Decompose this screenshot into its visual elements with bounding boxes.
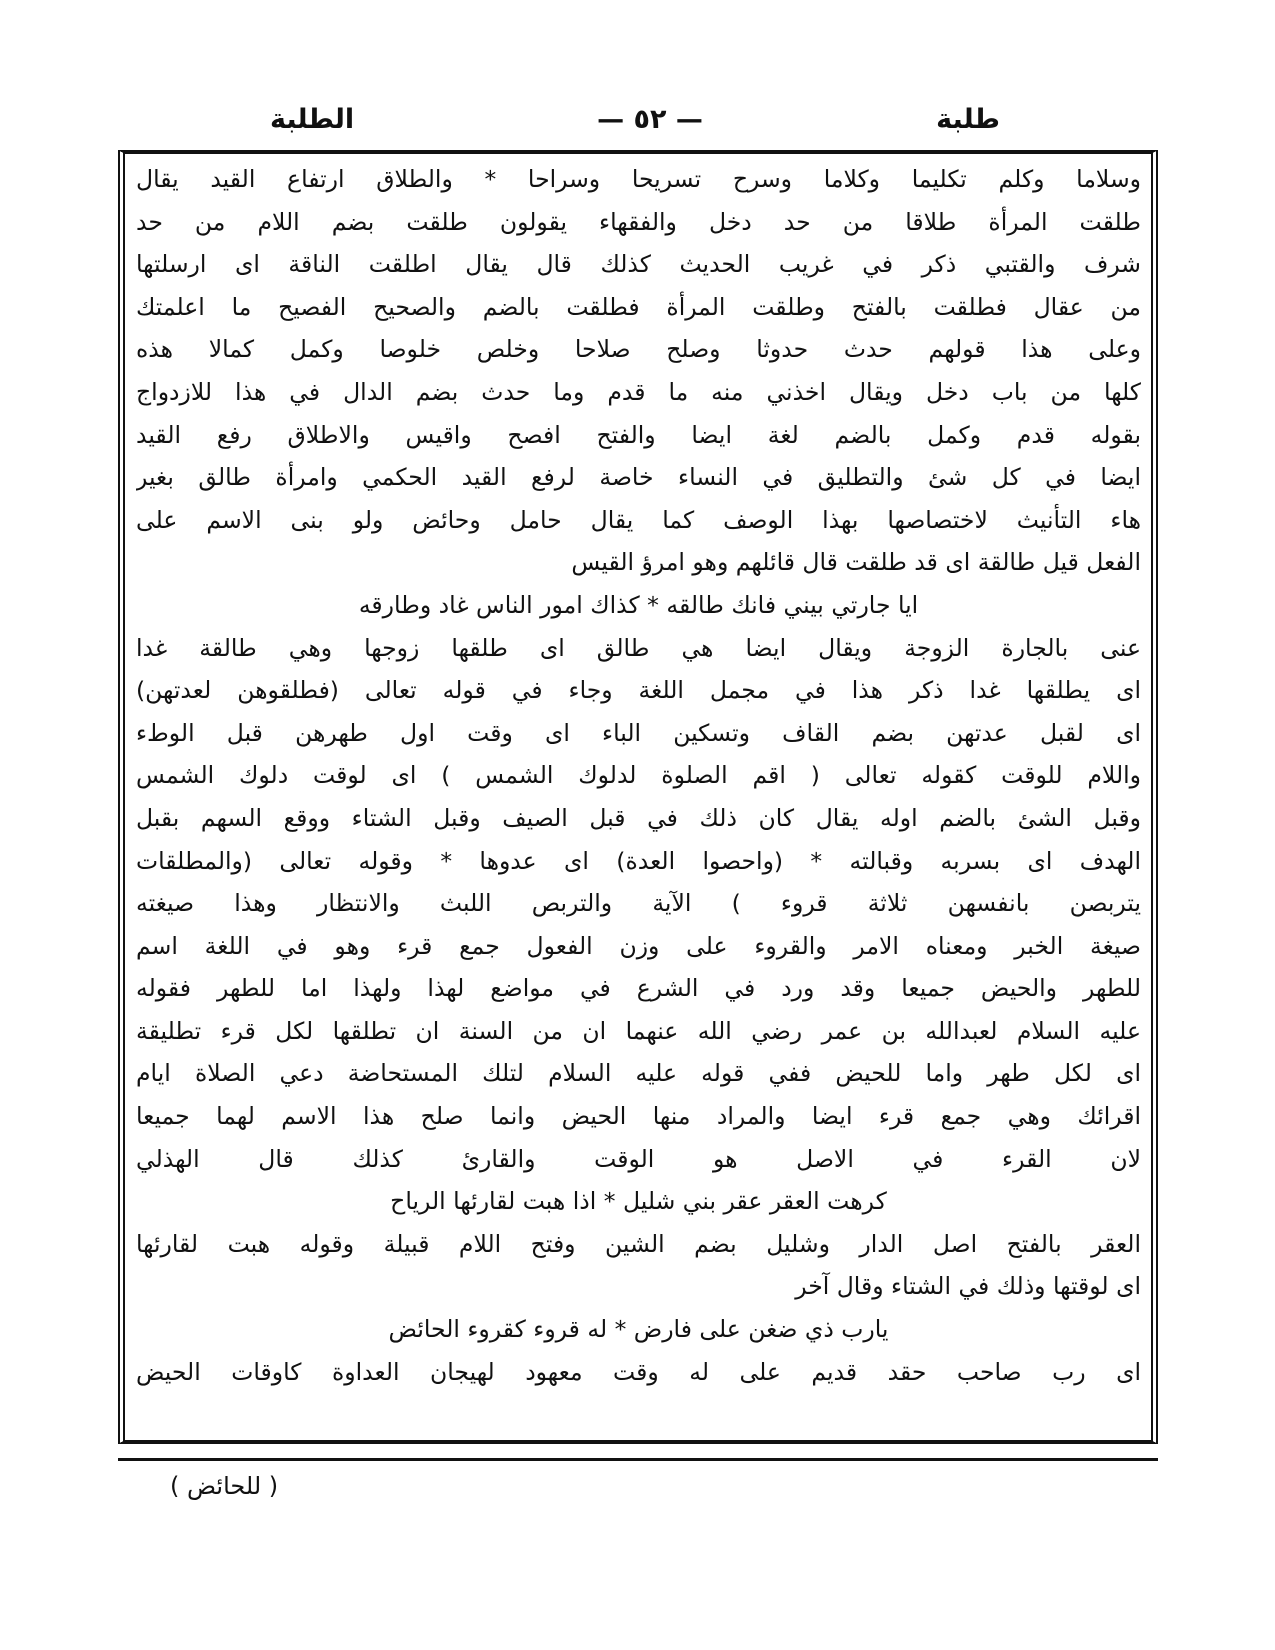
text-line: بقوله قدم وكمل بالضم لغة ايضا والفتح افصح واقيس والاطلاق رفع القيد [136,420,1141,449]
header-running-title: الطلبة [270,104,355,135]
text-line: يتربصن بانفسهن ثلاثة قروء ) الآية والتربص اللبث والانتظار وهذا صيغته [136,889,1141,918]
text-line: صيغة الخبر ومعناه الامر والقروء على وزن الفعول جمع قرء وهو في اللغة اسم [136,931,1141,960]
text-line: ايضا في كل شئ والتطليق في النساء خاصة لرفع القيد الحكمي وامرأة طالق بغير [136,463,1141,492]
text-line: شرف والقتبي ذكر في غريب الحديث كذلك قال يقال اطلقت الناقة اى ارسلتها [136,250,1141,279]
text-line: عنى بالجارة الزوجة ويقال ايضا هي طالق اى طلقها زوجها وهي طالقة غدا [136,633,1141,662]
text-line: الفعل قيل طالقة اى قد طلقت قال قائلهم وهو امرؤ القيس [571,548,1141,577]
verse-line: يارب ذي ضغن على فارض * له قروء كقروء الحائض [388,1315,889,1344]
header-entry-word: طلبة [936,104,1000,135]
text-line: واللام للوقت كقوله تعالى ( اقم الصلوة لدلوك الشمس ) اى لوقت دلوك الشمس [136,761,1141,790]
main-text [136,158,1141,1393]
text-line: من عقال فطلقت بالفتح وطلقت المرأة فطلقت بالضم والصحيح الفصيح ما اعلمتك [136,292,1141,321]
text-line: وسلاما وكلم تكليما وكلاما وسرح تسريحا وسراحا * والطلاق ارتفاع القيد يقال [136,165,1141,193]
text-line: عليه السلام لعبدالله بن عمر رضي الله عنهما ان من السنة ان تطلقها لكل قرء تطليقة [136,1016,1141,1045]
text-line: اى لكل طهر واما للحيض ففي قوله عليه السلام لتلك المستحاضة دعي الصلاة ايام [136,1059,1141,1088]
text-line: للطهر والحيض جميعا وقد ورد في الشرع في مواضع لهذا ولهذا اما للطهر فقوله [136,974,1141,1003]
text-line: لان القرء في الاصل هو الوقت والقارئ كذلك قال الهذلي [136,1144,1141,1173]
page-header [120,100,1160,150]
verse-line: ايا جارتي بيني فانك طالقه * كذاك امور الناس غاد وطارقه [358,590,919,619]
footer-rule [118,1458,1158,1461]
text-line: اى يطلقها غدا ذكر هذا في مجمل اللغة وجاء في قوله تعالى (فطلقوهن لعدتهن) [136,676,1141,705]
text-line: اقرائك وهي جمع قرء ايضا والمراد منها الحيض وانما صلح هذا الاسم لهما جميعا [136,1102,1141,1131]
text-line: وقبل الشئ بالضم اوله يقال كان ذلك في قبل الصيف وقبل الشتاء ووقع السهم بقبل [136,803,1141,832]
page-number: — ٥٢ — [597,104,703,135]
catchword: ( للحائض ) [170,1472,279,1500]
text-line: هاء التأنيث لاختصاصها بهذا الوصف كما يقال حامل وحائض ولو بنى الاسم على [136,505,1141,534]
text-line: اى لقبل عدتهن بضم القاف وتسكين الباء اى وقت اول طهرهن قبل الوطء [136,718,1141,747]
text-line: اى رب صاحب حقد قديم على له وقت معهود لهيجان العداوة كاوقات الحيض [136,1357,1141,1386]
text-line: كلها من باب دخل ويقال اخذني منه ما قدم وما حدث بضم الدال في هذا للازدواج [136,377,1141,406]
verse-line: كرهت العقر عقر بني شليل * اذا هبت لقارئها الرياح [390,1187,887,1216]
text-line: اى لوقتها وذلك في الشتاء وقال آخر [795,1272,1141,1301]
text-line: الهدف اى بسربه وقبالته * (واحصوا العدة) اى عدوها * وقوله تعالى (والمطلقات [136,846,1141,875]
text-line: طلقت المرأة طلاقا من حد دخل والفقهاء يقولون طلقت بضم اللام من حد [136,207,1141,236]
text-line: وعلى هذا قولهم حدث حدوثا وصلح صلاحا وخلص خلوصا وكمل كمالا هذه [136,335,1141,364]
text-line: العقر بالفتح اصل الدار وشليل بضم الشين وفتح اللام قبيلة وقوله هبت لقارئها [136,1229,1141,1258]
